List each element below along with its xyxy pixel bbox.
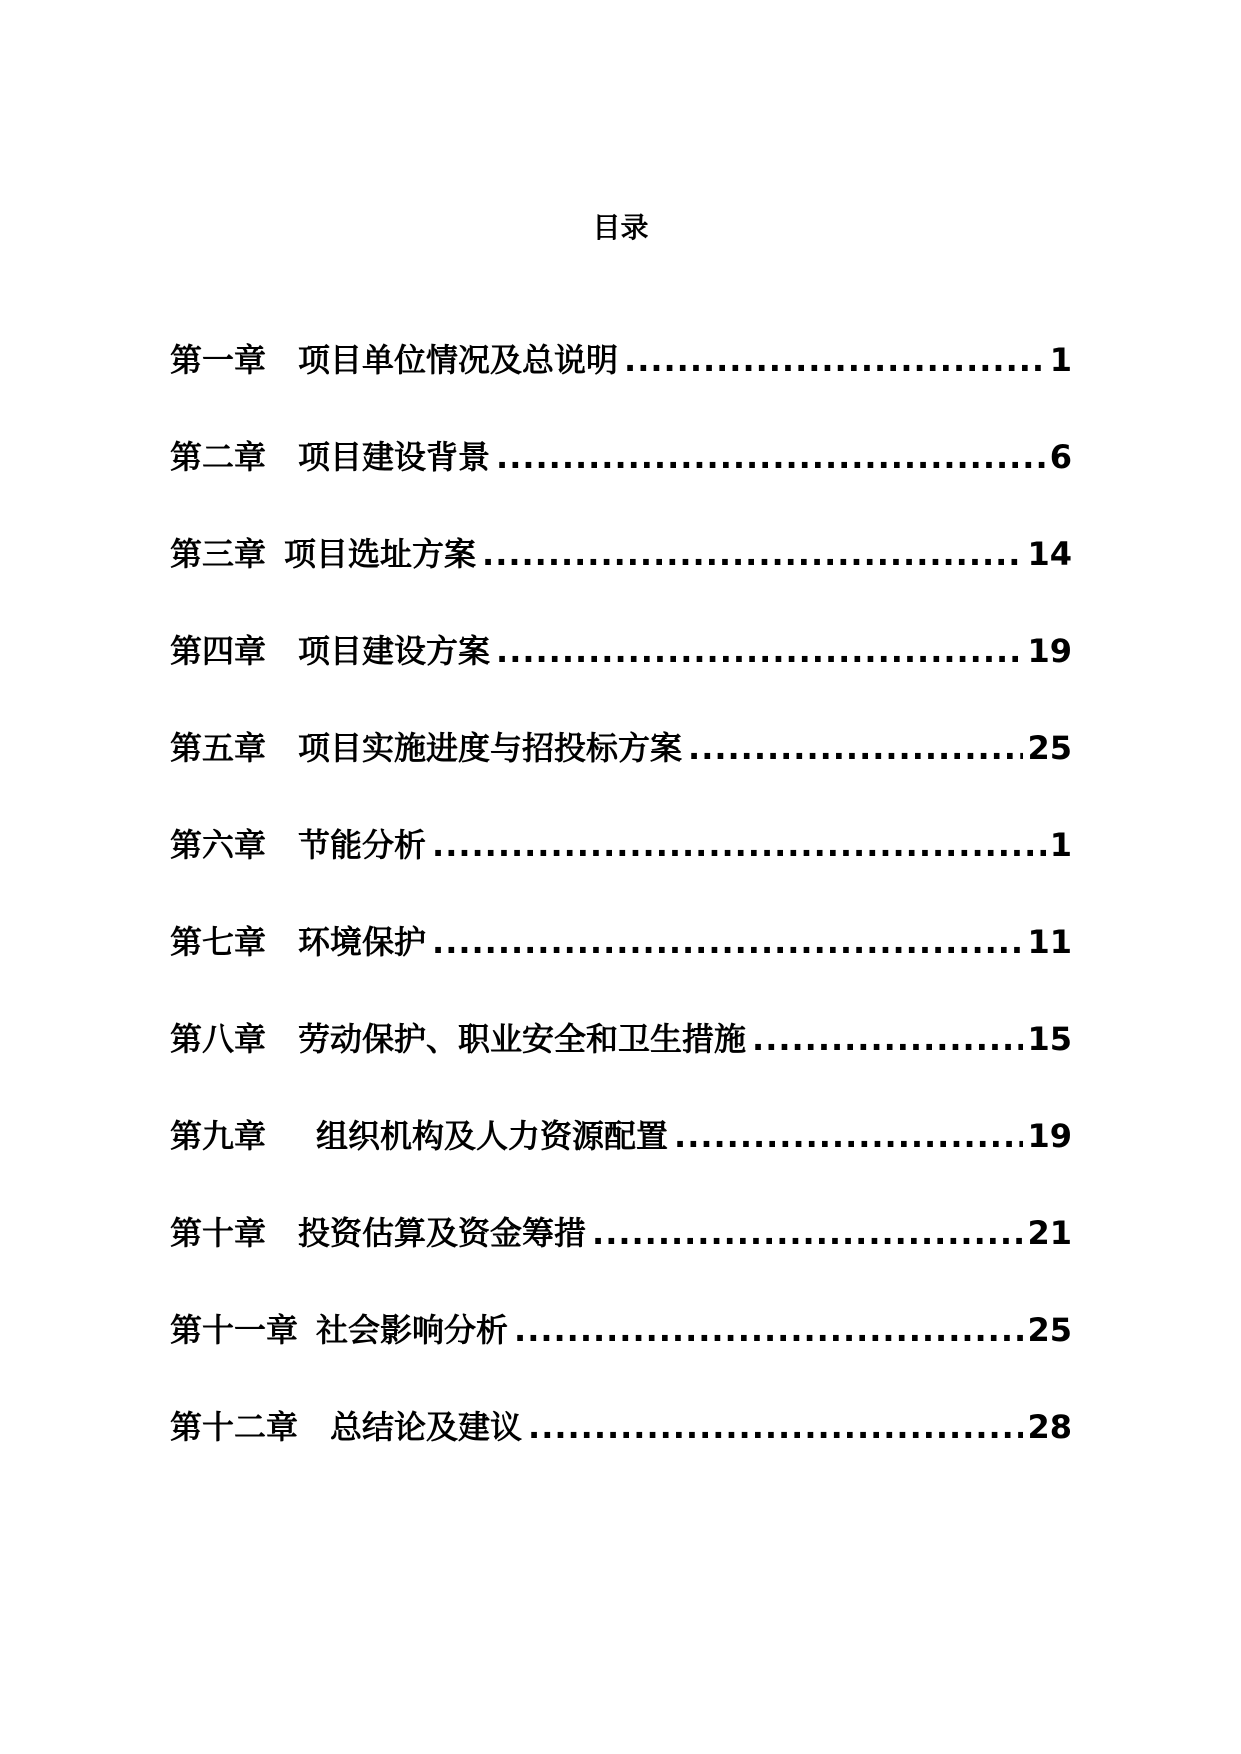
- toc-chapter-number: 第十章: [170, 1214, 267, 1252]
- toc-chapter-title: 项目实施进度与招投标方案: [298, 729, 683, 767]
- toc-entry[interactable]: [170, 825, 1072, 922]
- toc-chapter-number: 第四章: [170, 632, 267, 670]
- toc-entry[interactable]: [170, 1310, 1072, 1407]
- toc-chapter-title: 组织机构及人力资源配置: [316, 1117, 669, 1155]
- toc-page-number: 19: [1027, 1117, 1072, 1155]
- toc-page-number: 19: [1027, 632, 1072, 670]
- toc-page-number: 1: [1049, 826, 1072, 864]
- toc-chapter-title: 项目单位情况及总说明: [298, 341, 619, 379]
- toc-chapter-number: 第六章: [170, 826, 267, 864]
- toc-dot-leader: [688, 728, 1023, 768]
- toc-entry[interactable]: [170, 1213, 1072, 1310]
- toc-page-number: 25: [1027, 729, 1072, 767]
- toc-chapter-title: 项目建设背景: [298, 438, 491, 476]
- toc-entry[interactable]: [170, 922, 1072, 1019]
- toc-page-number: 6: [1049, 438, 1072, 476]
- toc-page-number: 14: [1027, 535, 1072, 573]
- toc-entry[interactable]: [170, 1116, 1072, 1213]
- toc-chapter-title: 劳动保护、职业安全和卫生措施: [298, 1020, 747, 1058]
- toc-dot-leader: [496, 437, 1046, 477]
- toc-chapter-title: 社会影响分析: [316, 1311, 509, 1349]
- toc-chapter-title: 节能分析: [298, 826, 427, 864]
- toc-list: [170, 340, 1072, 1504]
- toc-chapter-number: 第五章: [170, 729, 267, 767]
- toc-dot-leader: [432, 825, 1046, 865]
- toc-entry[interactable]: [170, 534, 1072, 631]
- toc-page-number: 15: [1027, 1020, 1072, 1058]
- toc-page-number: 21: [1027, 1214, 1072, 1252]
- toc-dot-leader: [432, 922, 1023, 962]
- toc-dot-leader: [514, 1310, 1023, 1350]
- toc-dot-leader: [674, 1116, 1023, 1156]
- toc-page-number: 11: [1027, 923, 1072, 961]
- toc-chapter-title: 项目建设方案: [298, 632, 491, 670]
- toc-chapter-title: 投资估算及资金筹措: [298, 1214, 587, 1252]
- toc-dot-leader: [528, 1407, 1023, 1447]
- toc-chapter-number: 第十二章: [170, 1408, 299, 1446]
- toc-chapter-number: 第十一章: [170, 1311, 299, 1349]
- toc-chapter-number: 第二章: [170, 438, 267, 476]
- toc-dot-leader: [752, 1019, 1023, 1059]
- toc-dot-leader: [482, 534, 1023, 574]
- toc-chapter-number: 第八章: [170, 1020, 267, 1058]
- toc-dot-leader: [592, 1213, 1023, 1253]
- toc-chapter-number: 第三章: [170, 535, 267, 573]
- toc-chapter-title: 环境保护: [298, 923, 427, 961]
- toc-chapter-title: 项目选址方案: [284, 535, 477, 573]
- toc-title: 目录: [592, 211, 649, 244]
- toc-page-number: 1: [1049, 341, 1072, 379]
- toc-chapter-title: 总结论及建议: [330, 1408, 523, 1446]
- toc-entry[interactable]: [170, 1407, 1072, 1504]
- toc-page-number: 25: [1027, 1311, 1072, 1349]
- toc-chapter-number: 第九章: [170, 1117, 267, 1155]
- toc-entry[interactable]: [170, 340, 1072, 437]
- toc-entry[interactable]: [170, 728, 1072, 825]
- toc-dot-leader: [624, 340, 1046, 380]
- toc-page-number: 28: [1027, 1408, 1072, 1446]
- toc-entry[interactable]: [170, 631, 1072, 728]
- toc-chapter-number: 第七章: [170, 923, 267, 961]
- toc-chapter-number: 第一章: [170, 341, 267, 379]
- toc-dot-leader: [496, 631, 1023, 671]
- toc-entry[interactable]: [170, 437, 1072, 534]
- toc-entry[interactable]: [170, 1019, 1072, 1116]
